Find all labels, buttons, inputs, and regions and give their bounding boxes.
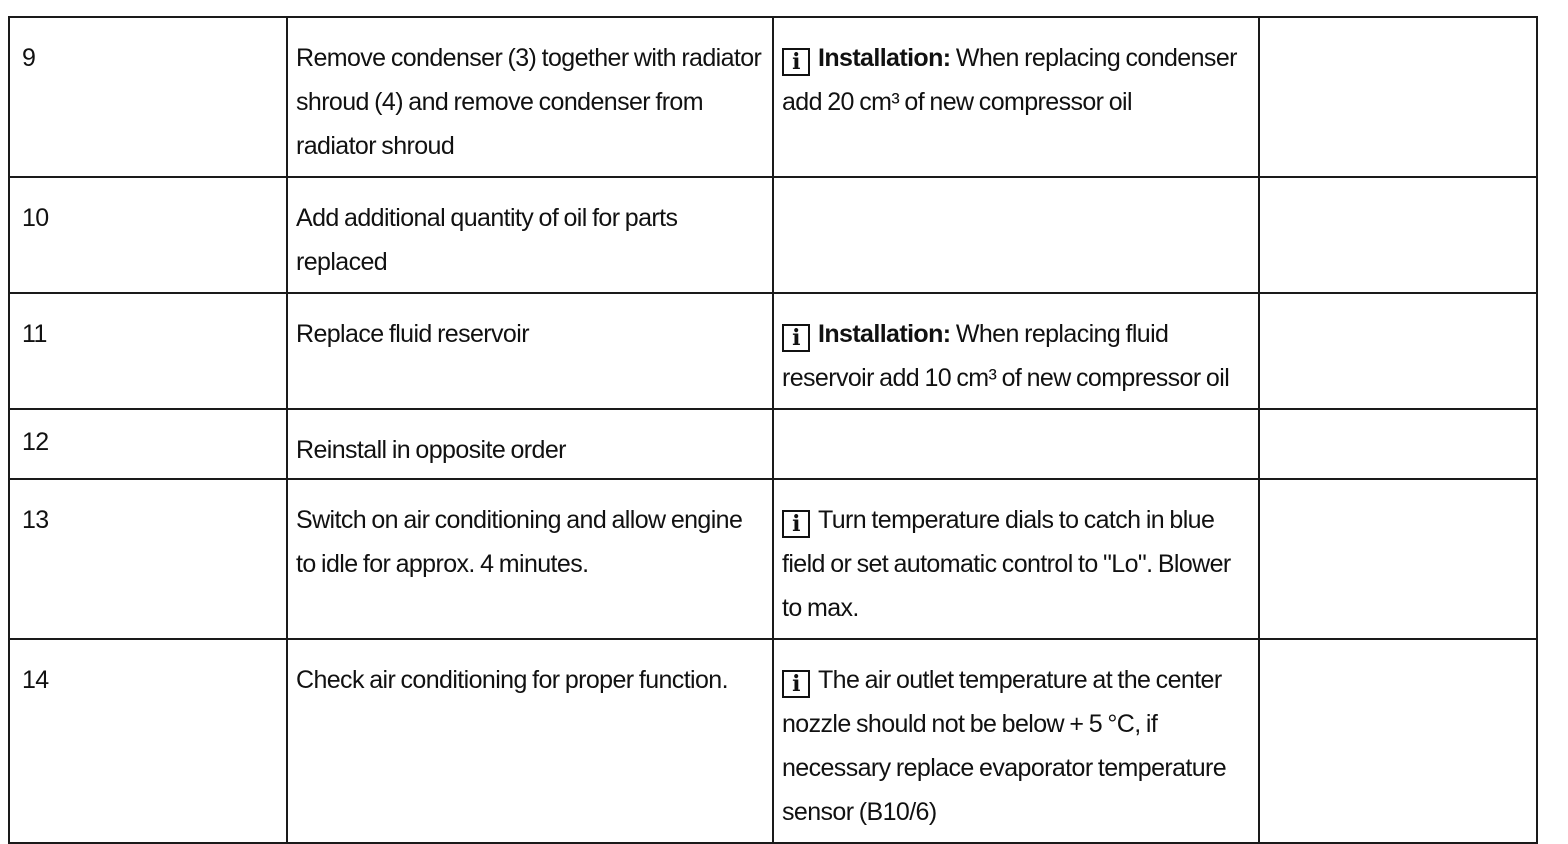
- table-row: [9, 177, 1537, 293]
- table-row: [9, 479, 1537, 639]
- step-number: 10: [9, 177, 287, 293]
- note-text: When replacing fluid reservoir add 10 cm³ of new compressor oil: [782, 320, 1230, 392]
- info-icon: i: [782, 510, 810, 538]
- note-text: When replacing condenser add 20 cm³ of new compressor oil: [782, 44, 1237, 116]
- step-note: [773, 293, 1259, 409]
- empty-cell: [1259, 479, 1537, 639]
- info-icon: i: [782, 670, 810, 698]
- info-icon: i: [782, 324, 810, 352]
- empty-cell: [1259, 177, 1537, 293]
- step-note: [773, 639, 1259, 843]
- step-number: 12: [9, 409, 287, 479]
- step-description: Check air conditioning for proper function.: [287, 639, 773, 843]
- step-number: 9: [9, 17, 287, 177]
- step-note: [773, 17, 1259, 177]
- empty-cell: [1259, 409, 1537, 479]
- empty-cell: [1259, 639, 1537, 843]
- note-lead: Installation:: [818, 44, 951, 72]
- empty-cell: [1259, 293, 1537, 409]
- empty-cell: [1259, 17, 1537, 177]
- step-note: [773, 479, 1259, 639]
- step-description: Remove condenser (3) together with radiator shroud (4) and remove condenser from radiator shroud: [287, 17, 773, 177]
- step-description: Replace fluid reservoir: [287, 293, 773, 409]
- procedure-table: [8, 16, 1538, 844]
- table-row: [9, 639, 1537, 843]
- step-note: [773, 409, 1259, 479]
- info-icon: i: [782, 48, 810, 76]
- note-text: Turn temperature dials to catch in blue field or set automatic control to "Lo". Blower to max.: [782, 506, 1231, 622]
- table-row: [9, 293, 1537, 409]
- step-description: Reinstall in opposite order: [287, 409, 773, 479]
- note-text: The air outlet temperature at the center nozzle should not be below + 5 °C, if necessary replace evaporator temperature sensor (B10/6): [782, 666, 1227, 826]
- step-note: [773, 177, 1259, 293]
- note-lead: Installation:: [818, 320, 951, 348]
- step-number: 13: [9, 479, 287, 639]
- step-number: 14: [9, 639, 287, 843]
- step-description: Add additional quantity of oil for parts replaced: [287, 177, 773, 293]
- table-row: [9, 409, 1537, 479]
- step-description: Switch on air conditioning and allow engine to idle for approx. 4 minutes.: [287, 479, 773, 639]
- table-row: [9, 17, 1537, 177]
- step-number: 11: [9, 293, 287, 409]
